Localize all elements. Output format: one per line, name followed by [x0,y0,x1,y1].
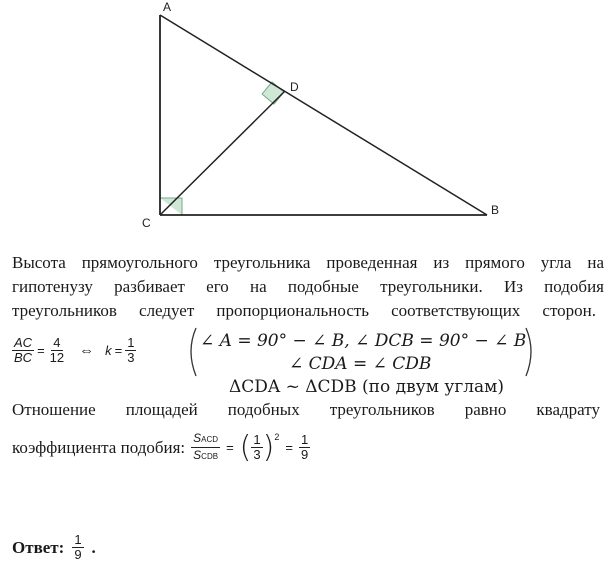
altitude-cd [160,91,285,215]
vertex-label-d: D [290,80,299,94]
triangle-figure [0,0,609,240]
text-line-4: Отношение площадей подобных треугольников равно квадрату [12,400,600,419]
area-ratio-line: коэффициента подобия: $\frac{\text{SACD}}{\text{SCDB}}$ = ( $\frac{1}{3}$ ) 2 = $\frac{1}{9}$ [12,430,309,465]
one-third-squared: ( $\frac{1}{3}$ ) 2 [239,430,280,465]
text-line-1: Высота прямоугольного треугольника проведенная из прямого угла на [12,253,604,272]
answer-fraction: $\frac{1}{9}$ [74,532,82,562]
system-row-3: ΔCDA ~ ΔCDB (по двум углам) [229,377,505,397]
ratio-expression: $\frac{AC}{BC}$ = $\frac{4}{12}$ ⇔ k = $\frac{1}{3}$ [14,335,135,365]
system-row-1: ∠ A = 90° − ∠ B, ∠ DCB = 90° − ∠ B [200,331,527,351]
area-fraction: $\frac{\text{SACD}}{\text{SCDB}}$ [193,431,219,462]
answer-label: Ответ: [12,537,65,557]
text-line-2: гипотенузу разбивает его на подобные треугольники. Из подобия [12,277,604,296]
text-line-3: треугольников следует пропорциональность соответствующих сторон. [12,301,596,320]
vertex-label-b: B [491,203,500,217]
vertex-label-c: C [142,216,151,230]
text-line-5-prefix: коэффициента подобия: [12,437,186,457]
ratio-ac-bc: $\frac{AC}{BC}$ [14,335,33,365]
result-fraction: $\frac{1}{9}$ [300,432,309,462]
ratio-1-3: $\frac{1}{3}$ [127,335,135,365]
right-angle-d-marker [262,82,284,104]
ratio-4-12: $\frac{4}{12}$ [49,335,65,365]
vertex-label-a: A [163,0,172,14]
system-row-2: ∠ CDA = ∠ CDB [289,354,432,374]
side-ab [160,15,487,215]
answer-block: Ответ: $\frac{1}{9}$ . [12,532,96,562]
